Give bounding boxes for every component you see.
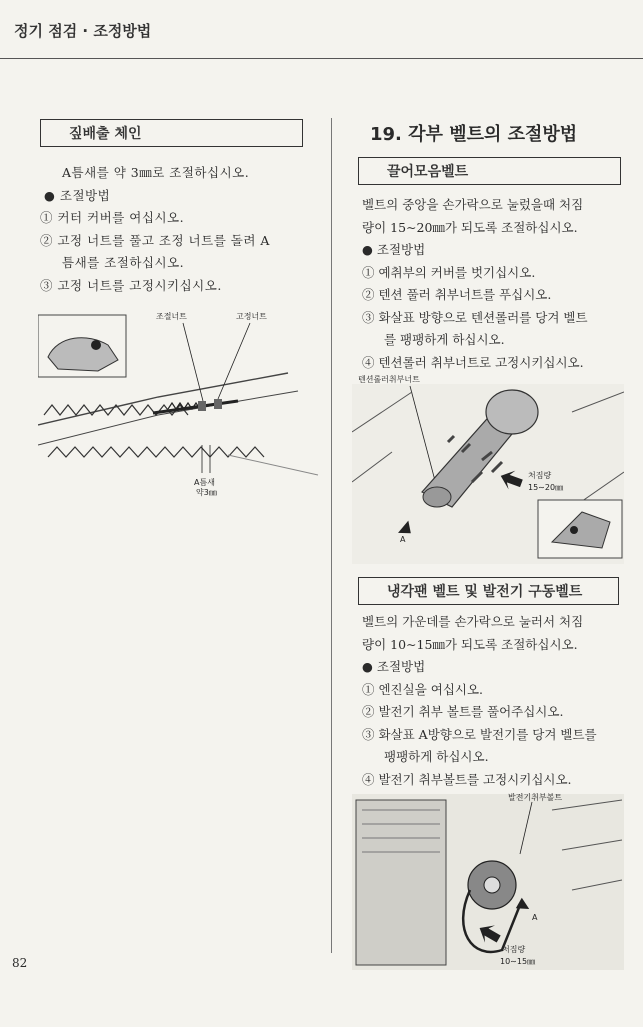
label-adjust-nut: 조절너트 [156, 312, 187, 321]
left-step-1: ① 커터 커버를 여십시오. [40, 210, 185, 225]
sec1-body [362, 194, 624, 374]
sec2-method-label: ● 조절방법 [362, 659, 426, 674]
radiator [356, 800, 446, 965]
left-intro: A틈새를 약 3㎜로 조절하십시오. [62, 165, 250, 180]
leader-adjust [183, 323, 203, 401]
sec2-figure-fan-belt [352, 790, 624, 970]
header-rule [0, 58, 643, 59]
inset-machine [48, 338, 118, 371]
sec1-line-1: 벨트의 중앙을 손가락으로 눌렀을때 처짐 [362, 197, 584, 212]
sec2-step-3: ③ 화살표 A방향으로 발전기를 당겨 벨트를 [362, 726, 597, 742]
column-divider [331, 118, 332, 953]
left-step-2-cont: 틈새를 조절하십시오. [62, 255, 185, 270]
adjust-nut [198, 401, 206, 411]
sec1-box-title [358, 157, 621, 185]
sec2-line-1: 벨트의 가운데를 손가락으로 눌러서 처짐 [362, 614, 584, 629]
label-gap-2: 약3㎜ [196, 488, 217, 497]
left-step-2: ② 고정 너트를 풀고 조정 너트를 돌려 A [40, 232, 270, 248]
sec1-step-3-cont: 를 팽팽하게 하십시오. [384, 332, 505, 347]
label-a-2: A [532, 913, 538, 922]
left-step-3: ③ 고정 너트를 고정시키십시오. [40, 277, 222, 293]
label-gap-1: A틈새 [194, 478, 215, 487]
label-a: A [400, 535, 406, 544]
sec2-box-title-text: 냉각팬 벨트 및 발전기 구동벨트 [387, 584, 583, 600]
chain-frame-mid [38, 391, 298, 445]
leader-lock [218, 323, 250, 399]
sec2-step-3-cont: 팽팽하게 하십시오. [384, 749, 489, 764]
sec1-box-title-text: 끌어모음벨트 [387, 164, 469, 180]
sec2-step-4: ④ 발전기 취부볼트를 고정시키십시오. [362, 771, 572, 787]
page-number: 82 [12, 956, 28, 970]
pulley [486, 390, 538, 434]
left-figure-chain [38, 305, 326, 525]
sec1-step-4: ④ 텐션롤러 취부너트로 고정시키십시오. [362, 354, 584, 370]
sec2-step-2: ② 발전기 취부 볼트를 풀어주십시오. [362, 704, 564, 719]
sec2-box-title [358, 577, 619, 605]
left-box-title [40, 119, 303, 147]
sec1-step-2: ② 텐션 풀러 취부너트를 푸십시오. [362, 287, 552, 302]
label-sag-3: 처짐량 [502, 945, 526, 954]
sec1-figure-belt [352, 372, 624, 564]
page-header-title: 정기 점검 · 조정방법 [14, 22, 152, 40]
sec1-method-label: ● 조절방법 [362, 242, 426, 257]
label-alt-bolt: 발전기취부볼트 [508, 793, 563, 802]
label-lock-nut: 고정너트 [236, 312, 267, 321]
inset-arrowhead [570, 526, 578, 534]
sec2-step-1: ① 엔진실을 여십시오. [362, 681, 484, 697]
pulley-hub [484, 877, 500, 893]
label-sag-1: 처짐량 [528, 471, 552, 480]
sec1-line-2: 량이 15∼20㎜가 되도록 조절하십시오. [362, 219, 578, 235]
lock-nut [214, 399, 222, 409]
sec1-step-1: ① 예취부의 커버를 벗기십시오. [362, 264, 536, 280]
left-box-title-text: 짚배출 체인 [69, 126, 142, 142]
sec2-line-2: 량이 10∼15㎜가 되도록 조절하십시오. [362, 636, 578, 652]
left-body [40, 162, 270, 297]
left-method-label: ● 조절방법 [44, 187, 111, 203]
tension-roller [423, 487, 451, 507]
frame-line-lower [228, 455, 318, 475]
label-tension-nut: 텐션롤러취부너트 [358, 375, 420, 384]
sec2-body [362, 611, 624, 791]
label-sag-4: 10∼15㎜ [500, 957, 536, 966]
label-sag-2: 15∼20㎜ [528, 483, 564, 492]
sec1-step-3: ③ 화살표 방향으로 텐션롤러를 당겨 벨트 [362, 309, 588, 325]
inset-marker [91, 340, 101, 350]
section-heading: 19. 각부 벨트의 조절방법 [370, 124, 578, 145]
